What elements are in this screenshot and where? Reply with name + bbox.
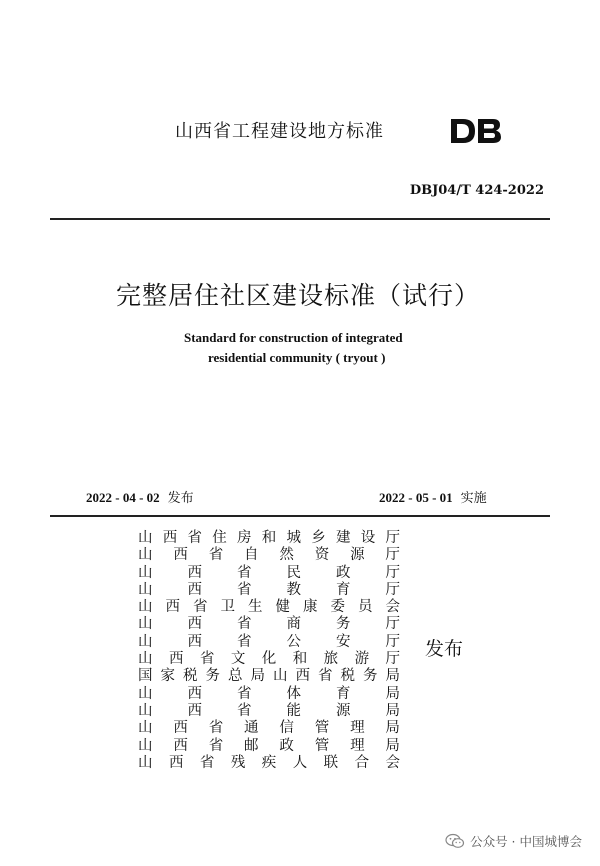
issuer-item: 国 家 税 务 总 局 山 西 省 税 务 局 — [138, 668, 400, 685]
db-logo — [449, 116, 503, 146]
release-date-value: 2022 - 04 - 02 — [86, 490, 160, 505]
divider-bottom — [50, 515, 550, 517]
issuer-item: 山 西 省 民 政 厅 — [138, 564, 400, 581]
issuer-item: 山 西 省 卫 生 健 康 委 员 会 — [138, 599, 400, 616]
standard-category-title: 山西省工程建设地方标准 — [175, 121, 384, 142]
issuer-item: 山 西 省 住 房 和 城 乡 建 设 厅 — [138, 530, 400, 546]
title-english-line1: Standard for construction of integrated — [184, 330, 403, 345]
publish-label: 发布 — [425, 638, 464, 660]
title-chinese: 完整居住社区建设标准（试行） — [116, 281, 481, 310]
standard-code: DBJ04/T 424-2022 — [409, 183, 544, 198]
issuer-item: 山 西 省 商 务 厅 — [138, 616, 400, 633]
issuer-item: 山 西 省 公 安 厅 — [138, 633, 400, 650]
implement-word: 实施 — [460, 491, 487, 506]
watermark-footer — [445, 832, 582, 850]
issuer-item: 山 西 省 残 疾 人 联 合 会 — [138, 754, 400, 771]
issuer-item: 山 西 省 自 然 资 源 厅 — [138, 547, 400, 564]
footer-text: 公众号 · 中国城博会 — [470, 834, 582, 849]
issuer-item: 山 西 省 文 化 和 旅 游 厅 — [138, 651, 400, 668]
issuer-item: 山 西 省 邮 政 管 理 局 — [138, 737, 400, 754]
issuing-authorities-list — [138, 530, 400, 772]
release-word: 发布 — [167, 491, 194, 506]
divider-top — [50, 218, 550, 220]
issuer-item: 山 西 省 教 育 厅 — [138, 581, 400, 598]
issuer-item: 山 西 省 能 源 局 — [138, 702, 400, 719]
issuer-item: 山 西 省 通 信 管 理 局 — [138, 720, 400, 737]
db-logo-text: DB — [476, 144, 478, 145]
implement-date-value: 2022 - 05 - 01 — [379, 490, 453, 505]
issuer-item: 山 西 省 体 育 局 — [138, 685, 400, 702]
release-date — [86, 487, 194, 506]
title-english-line2: residential community ( tryout ) — [208, 350, 386, 365]
implement-date — [379, 487, 487, 506]
wechat-icon — [445, 833, 465, 849]
